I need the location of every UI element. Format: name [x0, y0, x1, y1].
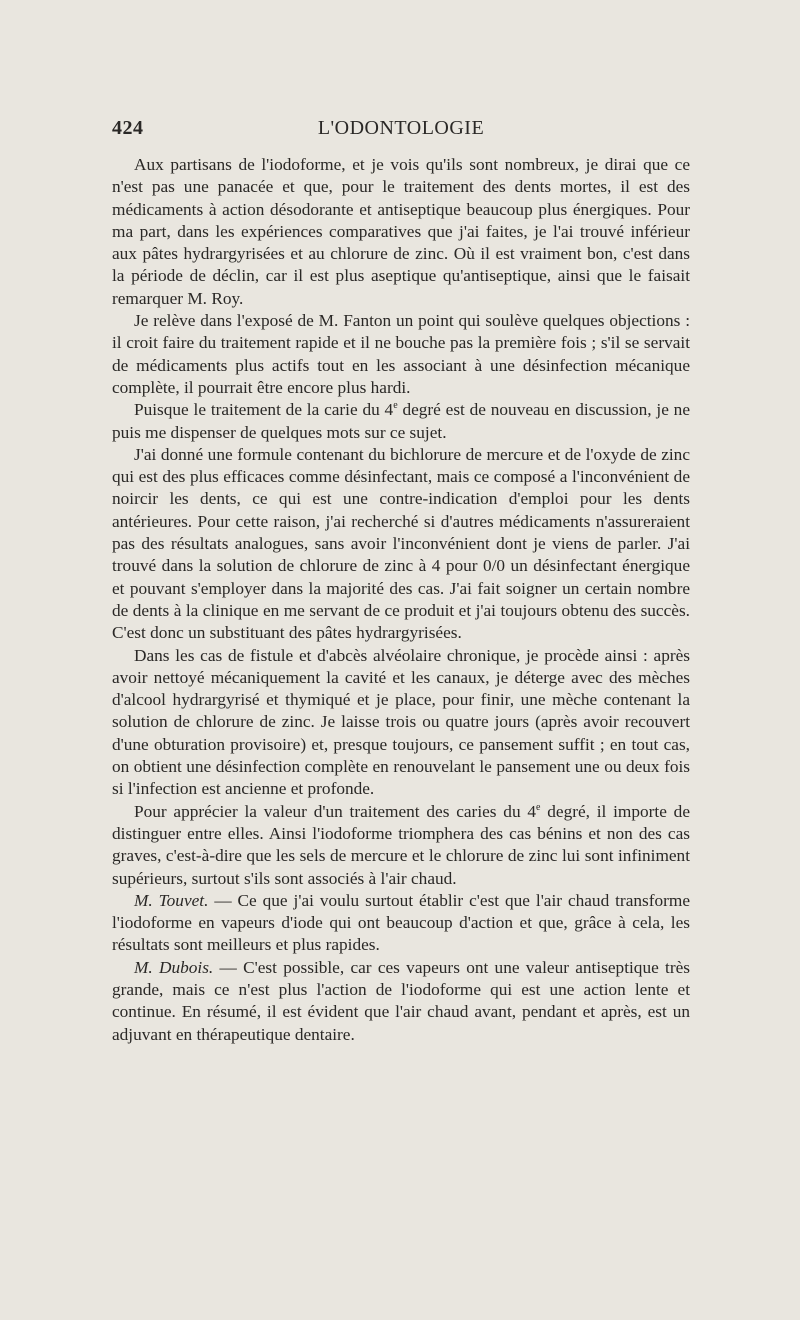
paragraph: Je relève dans l'exposé de M. Fanton un point qui soulève quelques objections : il croit faire du traitement rapide et il ne bouche pas la première fois ; s'il se servait de médicaments plus actifs tout en les associant à une désinfection mécanique complète, il pourrait être encore plus hardi. [112, 311, 690, 397]
paragraph: Aux partisans de l'iodoforme, et je vois qu'ils sont nombreux, je dirai que ce n'est pas une panacée et que, pour le traitement des dents mortes, il est des médicaments à action désodorante et antiseptique beaucoup plus énergiques. Pour ma part, dans les expériences comparatives que j'ai faites, je l'ai trouvé inférieur aux pâtes hydrargyrisées et au chlorure de zinc. Où il est vraiment bon, c'est dans la période de déclin, car il est plus aseptique qu'antiseptique, ainsi que le faisait remarquer M. Roy. [112, 155, 690, 308]
running-title: L'ODONTOLOGIE [317, 117, 485, 139]
paragraph: J'ai donné une formule contenant du bichlorure de mercure et de l'oxyde de zinc qui est des plus efficaces comme désinfectant, mais ce composé a l'inconvénient de noircir les dents, ce qui est une contre-indication d'emploi pour les dents antérieures. Pour cette raison, j'ai recherché si d'autres médicaments n'assureraient pas des résultats analogues, sans avoir l'inconvénient dont je viens de parler. J'ai trouvé dans la solution de chlorure de zinc à 4 pour 0/0 un désinfectant énergique et pouvant s'employer dans la majorité des cas. J'ai fait soigner un certain nombre de dents à la clinique en me servant de ce produit et j'ai toujours obtenu des succès. C'est donc un substituant des pâtes hydrargyrisées. [112, 444, 690, 643]
paragraph [112, 399, 690, 444]
speaker-name: M. Dubois. [134, 957, 214, 977]
paragraph-text: Puisque le traitement de la carie du 4 [134, 400, 394, 420]
page-header [112, 117, 690, 145]
paragraph-text: Pour apprécier la valeur d'un traitement des caries du 4 [134, 801, 537, 821]
paragraph-text: degré, il importe de distinguer entre elles. Ainsi l'iodoforme triomphera des cas bénins et non des cas graves, c'est-à-dire que les sels de mercure et le chlorure de zinc lui sont infiniment supérieurs, surtout s'ils sont associés à l'air chaud. [112, 801, 690, 888]
paragraph: Dans les cas de fistule et d'abcès alvéolaire chronique, je procède ainsi : après avoir nettoyé mécaniquement la cavité et les canaux, je déterge avec des mèches d'alcool hydrargyrisé et thymiqué et je place, pour finir, une mèche contenant la solution de chlorure de zinc. Je laisse trois ou quatre jours (après avoir recouvert d'une obturation provisoire) et, presque toujours, ce pansement suffit ; en tout cas, on obtient une désinfection complète en renouvelant le pansement une ou deux fois si l'infection est ancienne et profonde. [112, 645, 690, 799]
paragraph-text: degré est de nouveau en discussion, je ne puis me dispenser de quelques mots sur ce sujet. [112, 400, 690, 442]
paragraph-text: — Ce que j'ai voulu surtout établir c'est que l'air chaud transforme l'iodoforme en vapeurs d'iode qui ont beaucoup d'action et que, grâce à cela, les résultats sont meilleurs et plus rapides. [112, 890, 690, 955]
superscript: e [393, 400, 398, 412]
speaker-name: M. Touvet. [134, 890, 209, 910]
superscript: e [536, 801, 541, 813]
paragraph-text: — C'est possible, car ces vapeurs ont une valeur antiseptique très grande, mais ce n'est plus l'action de l'iodoforme qui est une action lente et continue. En résumé, il est évident que l'air chaud avant, pendant et après, est un adjuvant en thérapeutique dentaire. [112, 957, 690, 1044]
paragraph [112, 890, 690, 957]
paragraph [112, 801, 690, 890]
page-number: 424 [112, 117, 144, 139]
body-text [112, 154, 690, 1046]
paragraph [112, 957, 690, 1046]
